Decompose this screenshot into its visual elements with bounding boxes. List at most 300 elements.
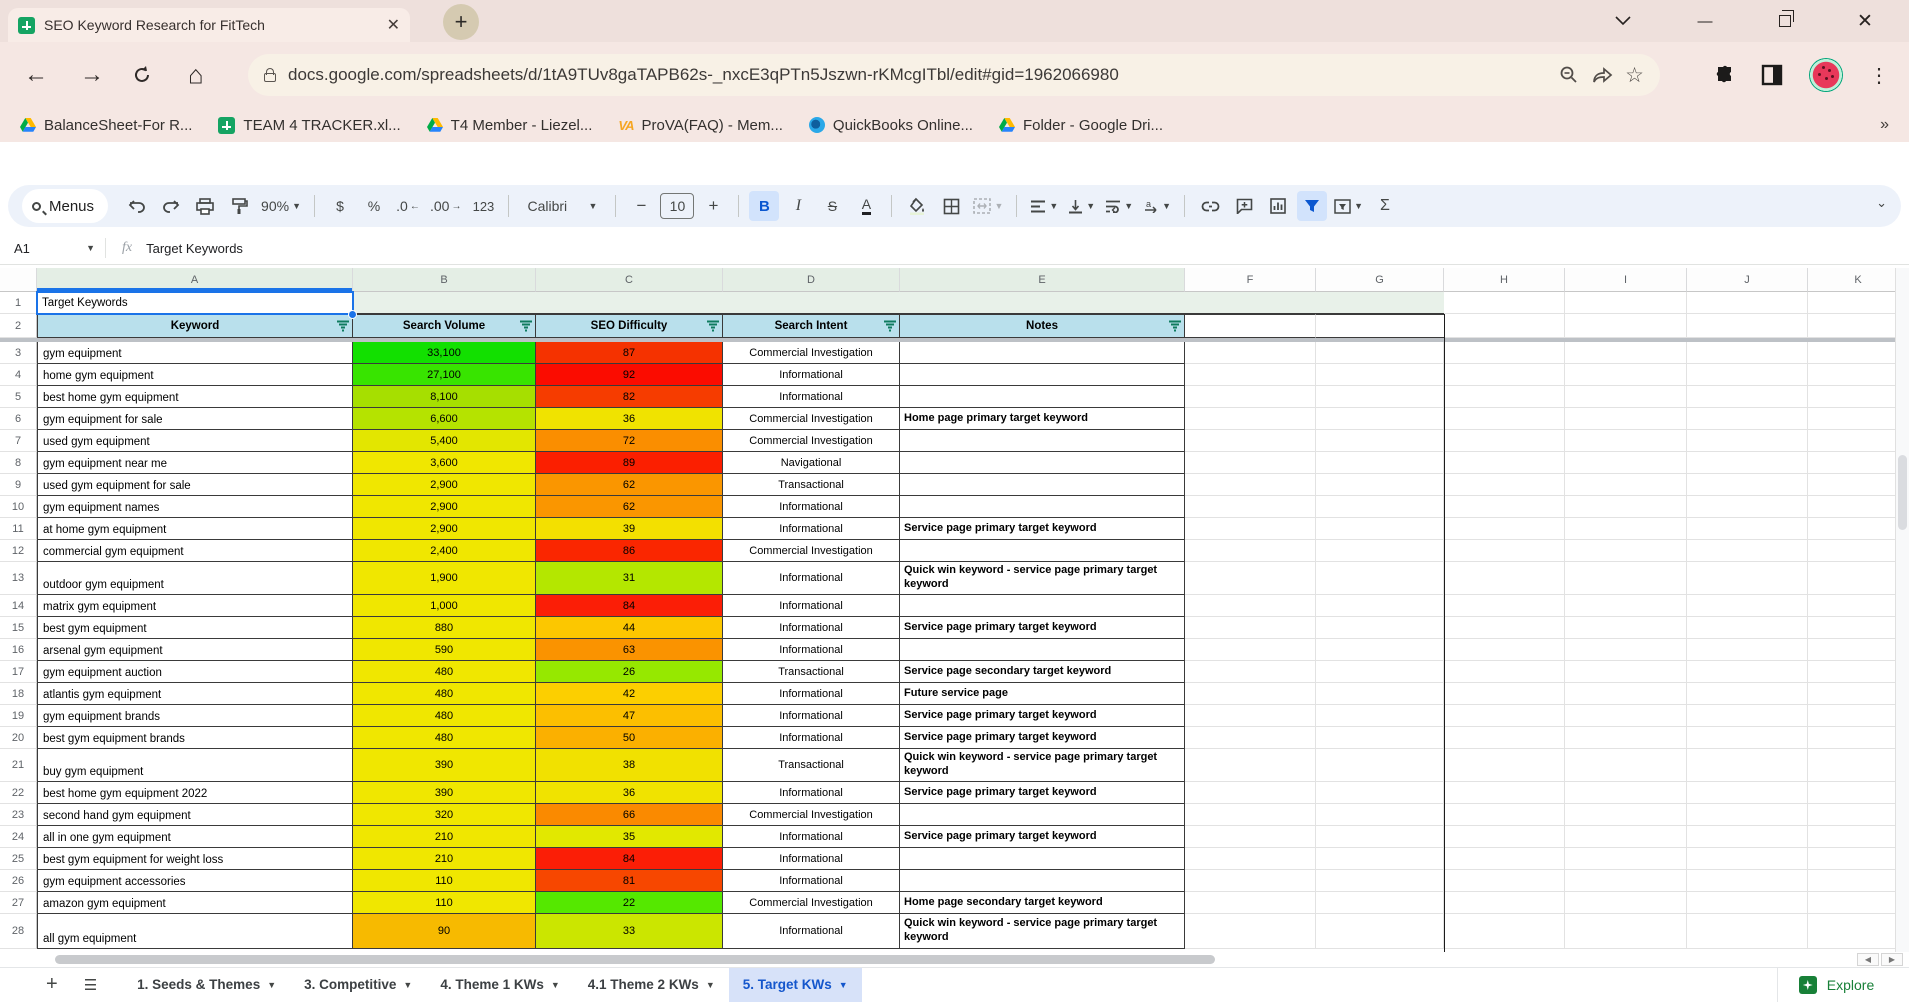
browser-menu-kebab-icon[interactable]: ⋮ [1869,64,1889,87]
empty-cell[interactable] [1185,826,1316,848]
column-header-j[interactable]: J [1687,268,1808,292]
row-header-3[interactable]: 3 [0,342,37,364]
row-header-23[interactable]: 23 [0,804,37,826]
vertical-align-button[interactable]: ▼ [1065,191,1098,221]
empty-cell[interactable] [1687,314,1808,338]
share-icon[interactable] [1591,66,1613,84]
row-header-13[interactable]: 13 [0,562,37,595]
empty-cell[interactable] [1185,870,1316,892]
filter-header-keyword[interactable]: Keyword [37,314,353,338]
empty-cell[interactable] [1808,342,1909,364]
seo-difficulty-cell[interactable]: 62 [536,474,723,496]
empty-cell[interactable] [1185,540,1316,562]
empty-cell[interactable] [1808,408,1909,430]
seo-difficulty-cell[interactable]: 42 [536,683,723,705]
notes-cell[interactable]: Service page primary target keyword [900,617,1185,639]
empty-cell[interactable] [1185,430,1316,452]
empty-cell[interactable] [1316,782,1444,804]
empty-cell[interactable] [1808,292,1909,314]
empty-cell[interactable] [1316,364,1444,386]
row-header-7[interactable]: 7 [0,430,37,452]
seo-difficulty-cell[interactable]: 33 [536,914,723,949]
empty-cell[interactable] [1185,474,1316,496]
search-intent-cell[interactable]: Informational [723,364,900,386]
search-volume-cell[interactable]: 390 [353,782,536,804]
empty-cell[interactable] [1444,617,1565,639]
empty-cell[interactable] [1185,705,1316,727]
empty-cell[interactable] [1316,727,1444,749]
notes-cell[interactable] [900,452,1185,474]
empty-cell[interactable] [1444,892,1565,914]
window-minimize-button[interactable]: — [1697,12,1713,30]
filter-header-seo-difficulty[interactable]: SEO Difficulty [536,314,723,338]
paint-format-button[interactable] [224,191,254,221]
profile-avatar[interactable] [1809,58,1843,92]
format-currency-button[interactable]: $ [336,198,344,214]
empty-cell[interactable] [1316,848,1444,870]
empty-cell[interactable] [1316,617,1444,639]
seo-difficulty-cell[interactable]: 63 [536,639,723,661]
empty-cell[interactable] [1185,496,1316,518]
sheet-tab-menu-chevron-icon[interactable]: ▼ [705,979,715,990]
search-volume-cell[interactable]: 2,900 [353,496,536,518]
notes-cell[interactable]: Service page primary target keyword [900,705,1185,727]
seo-difficulty-cell[interactable]: 47 [536,705,723,727]
seo-difficulty-cell[interactable]: 82 [536,386,723,408]
search-volume-cell[interactable]: 880 [353,617,536,639]
search-intent-cell[interactable]: Informational [723,727,900,749]
font-size-input[interactable]: 10 [660,193,694,219]
empty-cell[interactable] [1316,683,1444,705]
tab-close-icon[interactable]: ✕ [386,17,400,34]
sheet-tab-menu-chevron-icon[interactable]: ▼ [838,979,848,990]
column-header-g[interactable]: G [1316,268,1444,292]
row-header-17[interactable]: 17 [0,661,37,683]
bookmark-item[interactable] [803,114,985,137]
empty-cell[interactable] [1565,661,1687,683]
keyword-cell[interactable]: best gym equipment brands [37,727,353,749]
sheet-tab-menu-chevron-icon[interactable]: ▼ [403,979,413,990]
row-header-8[interactable]: 8 [0,452,37,474]
search-volume-cell[interactable]: 1,000 [353,595,536,617]
search-volume-cell[interactable]: 480 [353,705,536,727]
sheet-tab-1-seeds-themes[interactable] [123,968,290,1002]
column-header-b[interactable]: B [353,268,536,292]
empty-cell[interactable] [1185,595,1316,617]
empty-cell[interactable] [1687,848,1808,870]
empty-cell[interactable] [1444,474,1565,496]
empty-cell[interactable] [1687,474,1808,496]
empty-cell[interactable] [1565,892,1687,914]
empty-cell[interactable] [1444,705,1565,727]
empty-cell[interactable] [1808,617,1909,639]
seo-difficulty-cell[interactable]: 44 [536,617,723,639]
search-volume-cell[interactable]: 110 [353,870,536,892]
empty-cell[interactable] [1808,727,1909,749]
notes-cell[interactable]: Home page primary target keyword [900,408,1185,430]
side-panel-icon[interactable] [1761,64,1783,86]
search-volume-cell[interactable]: 390 [353,749,536,782]
search-intent-cell[interactable]: Commercial Investigation [723,540,900,562]
empty-cell[interactable] [1808,639,1909,661]
empty-cell[interactable] [1316,639,1444,661]
search-volume-cell[interactable]: 3,600 [353,452,536,474]
search-volume-cell[interactable]: 2,900 [353,518,536,540]
empty-cell[interactable] [1808,826,1909,848]
vertical-scrollbar[interactable] [1895,268,1909,953]
bookmark-item[interactable] [212,114,412,137]
empty-cell[interactable] [1565,364,1687,386]
zoom-select[interactable]: 90% ▼ [261,198,301,214]
empty-cell[interactable] [1316,749,1444,782]
row-header-4[interactable]: 4 [0,364,37,386]
empty-cell[interactable] [1565,705,1687,727]
keyword-cell[interactable]: best gym equipment for weight loss [37,848,353,870]
seo-difficulty-cell[interactable]: 62 [536,496,723,518]
empty-cell[interactable] [1444,386,1565,408]
sheet-tab-5-target-kws[interactable] [729,968,862,1002]
column-header-k[interactable]: K [1808,268,1909,292]
menus-button[interactable] [22,189,108,223]
search-intent-cell[interactable]: Informational [723,496,900,518]
vertical-scrollbar-thumb[interactable] [1898,455,1907,530]
row-header-28[interactable]: 28 [0,914,37,949]
bookmark-item[interactable] [612,114,795,137]
keyword-cell[interactable]: all gym equipment [37,914,353,949]
formula-input[interactable]: Target Keywords [146,240,243,256]
empty-cell[interactable] [1687,727,1808,749]
empty-cell[interactable] [1444,639,1565,661]
empty-cell[interactable] [1687,892,1808,914]
empty-cell[interactable] [1565,474,1687,496]
sheet-tab-4-theme-1-kws[interactable] [426,968,573,1002]
empty-cell[interactable] [1565,342,1687,364]
empty-cell[interactable] [1444,782,1565,804]
row-header-22[interactable]: 22 [0,782,37,804]
empty-cell[interactable] [1565,749,1687,782]
empty-cell[interactable] [1565,314,1687,338]
empty-cell[interactable] [1316,518,1444,540]
filter-header-notes[interactable]: Notes [900,314,1185,338]
empty-cell[interactable] [1316,804,1444,826]
empty-cell[interactable] [1808,562,1909,595]
empty-cell[interactable] [1687,292,1808,314]
empty-cell[interactable] [1808,314,1909,338]
window-restore-button[interactable] [1762,0,1808,42]
empty-cell[interactable] [1808,540,1909,562]
empty-cell[interactable] [1565,639,1687,661]
empty-cell[interactable] [1316,705,1444,727]
horizontal-scrollbar[interactable] [0,952,1909,967]
insert-comment-button[interactable] [1229,191,1259,221]
empty-cell[interactable] [1687,661,1808,683]
font-select[interactable]: Calibri ▼ [527,198,598,214]
keyword-cell[interactable]: amazon gym equipment [37,892,353,914]
row-header-19[interactable]: 19 [0,705,37,727]
notes-cell[interactable]: Future service page [900,683,1185,705]
filter-views-button[interactable]: ▼ [1331,191,1366,221]
row-header-2[interactable]: 2 [0,314,37,338]
search-volume-cell[interactable]: 210 [353,826,536,848]
seo-difficulty-cell[interactable]: 36 [536,408,723,430]
all-sheets-button[interactable]: ☰ [83,976,98,994]
column-header-c[interactable]: C [536,268,723,292]
explore-button[interactable] [1777,968,1895,1002]
empty-cell[interactable] [1808,683,1909,705]
empty-cell[interactable] [1687,452,1808,474]
row-header-21[interactable]: 21 [0,749,37,782]
empty-cell[interactable] [1316,870,1444,892]
keyword-cell[interactable]: gym equipment for sale [37,408,353,430]
keyword-cell[interactable]: outdoor gym equipment [37,562,353,595]
row-header-24[interactable]: 24 [0,826,37,848]
empty-cell[interactable] [1316,562,1444,595]
empty-cell[interactable] [1444,749,1565,782]
empty-cell[interactable] [1316,430,1444,452]
notes-cell[interactable] [900,804,1185,826]
column-header-d[interactable]: D [723,268,900,292]
bookmark-item[interactable] [14,114,204,137]
filter-icon[interactable] [519,321,532,332]
keyword-cell[interactable]: all in one gym equipment [37,826,353,848]
search-intent-cell[interactable]: Commercial Investigation [723,342,900,364]
increase-decimal-button[interactable]: .00 → [429,198,462,214]
empty-cell[interactable] [1185,804,1316,826]
search-intent-cell[interactable]: Informational [723,683,900,705]
empty-cell[interactable] [1316,914,1444,949]
search-intent-cell[interactable]: Commercial Investigation [723,892,900,914]
sheet-tab-menu-chevron-icon[interactable]: ▼ [550,979,560,990]
format-percent-button[interactable]: % [367,198,381,214]
keyword-cell[interactable]: gym equipment [37,342,353,364]
column-header-e[interactable]: E [900,268,1185,292]
empty-cell[interactable] [1565,617,1687,639]
empty-cell[interactable] [1565,386,1687,408]
search-volume-cell[interactable]: 6,600 [353,408,536,430]
empty-cell[interactable] [1444,683,1565,705]
empty-cell[interactable] [1444,804,1565,826]
text-wrap-button[interactable]: ▼ [1102,191,1136,221]
search-volume-cell[interactable]: 110 [353,892,536,914]
keyword-cell[interactable]: used gym equipment for sale [37,474,353,496]
increase-font-size-button[interactable]: + [708,196,719,215]
keyword-cell[interactable]: used gym equipment [37,430,353,452]
empty-cell[interactable] [1444,540,1565,562]
empty-cell[interactable] [1565,914,1687,949]
seo-difficulty-cell[interactable]: 86 [536,540,723,562]
notes-cell[interactable] [900,870,1185,892]
keyword-cell[interactable]: arsenal gym equipment [37,639,353,661]
undo-button[interactable] [122,191,152,221]
empty-cell[interactable] [1565,826,1687,848]
search-volume-cell[interactable]: 2,400 [353,540,536,562]
search-intent-cell[interactable]: Commercial Investigation [723,408,900,430]
bookmarks-overflow-chevron-icon[interactable]: » [1880,116,1889,133]
borders-button[interactable] [936,191,966,221]
empty-cell[interactable] [1808,892,1909,914]
empty-cell[interactable] [1687,496,1808,518]
seo-difficulty-cell[interactable]: 22 [536,892,723,914]
empty-cell[interactable] [1808,705,1909,727]
grid-corner-box[interactable] [0,268,37,292]
seo-difficulty-cell[interactable]: 89 [536,452,723,474]
row-header-26[interactable]: 26 [0,870,37,892]
notes-cell[interactable]: Service page secondary target keyword [900,661,1185,683]
zoom-page-icon[interactable] [1559,65,1579,85]
empty-cell[interactable] [1687,386,1808,408]
search-volume-cell[interactable]: 90 [353,914,536,949]
empty-cell[interactable] [1565,540,1687,562]
empty-cell[interactable] [1316,595,1444,617]
empty-cell[interactable] [1444,342,1565,364]
empty-cell[interactable] [1687,914,1808,949]
row-header-1[interactable]: 1 [0,292,37,314]
seo-difficulty-cell[interactable]: 72 [536,430,723,452]
bold-button[interactable]: B [749,191,779,221]
empty-cell[interactable] [1565,848,1687,870]
filter-icon[interactable] [883,321,896,332]
empty-cell[interactable] [1185,749,1316,782]
empty-cell[interactable] [1444,562,1565,595]
empty-cell[interactable] [1565,870,1687,892]
window-close-button[interactable]: ✕ [1857,10,1873,32]
seo-difficulty-cell[interactable]: 39 [536,518,723,540]
empty-cell[interactable] [1316,661,1444,683]
empty-cell[interactable] [1185,639,1316,661]
keyword-cell[interactable]: best home gym equipment 2022 [37,782,353,804]
sheet-tab-menu-chevron-icon[interactable]: ▼ [267,979,277,990]
seo-difficulty-cell[interactable]: 35 [536,826,723,848]
redo-button[interactable] [156,191,186,221]
search-volume-cell[interactable]: 480 [353,683,536,705]
keyword-cell[interactable]: gym equipment names [37,496,353,518]
seo-difficulty-cell[interactable]: 81 [536,870,723,892]
empty-cell[interactable] [1444,848,1565,870]
empty-cell[interactable] [1565,727,1687,749]
empty-cell[interactable] [1444,292,1565,314]
empty-cell[interactable] [1565,452,1687,474]
notes-cell[interactable] [900,342,1185,364]
search-intent-cell[interactable]: Informational [723,870,900,892]
empty-cell[interactable] [1185,562,1316,595]
print-button[interactable] [190,191,220,221]
empty-cell[interactable] [1316,386,1444,408]
empty-cell[interactable] [1808,661,1909,683]
empty-cell[interactable] [1444,661,1565,683]
decrease-decimal-button[interactable]: .0 ← [396,198,420,214]
search-intent-cell[interactable]: Commercial Investigation [723,804,900,826]
empty-cell[interactable] [1444,914,1565,949]
empty-cell[interactable] [1185,452,1316,474]
empty-cell[interactable] [1444,364,1565,386]
scroll-left-arrow[interactable]: ◀ [1857,953,1879,966]
filter-icon[interactable] [706,321,719,332]
seo-difficulty-cell[interactable]: 87 [536,342,723,364]
search-intent-cell[interactable]: Informational [723,386,900,408]
empty-cell[interactable] [1687,540,1808,562]
empty-cell[interactable] [1565,496,1687,518]
functions-button[interactable]: Σ [1380,197,1390,214]
empty-cell[interactable] [1185,683,1316,705]
search-volume-cell[interactable]: 5,400 [353,430,536,452]
empty-cell[interactable] [1185,386,1316,408]
filter-icon[interactable] [1168,321,1181,332]
empty-cell[interactable] [1316,496,1444,518]
empty-cell[interactable] [1185,617,1316,639]
empty-cell[interactable] [1687,617,1808,639]
notes-cell[interactable] [900,364,1185,386]
strikethrough-button[interactable]: S [827,198,838,214]
notes-cell[interactable]: Quick win keyword - service page primary target keyword [900,749,1185,782]
search-volume-cell[interactable]: 480 [353,661,536,683]
notes-cell[interactable] [900,639,1185,661]
row-header-5[interactable]: 5 [0,386,37,408]
search-intent-cell[interactable]: Informational [723,826,900,848]
back-button[interactable]: ← [24,61,48,88]
name-box[interactable] [0,241,105,256]
url-bar[interactable] [248,54,1660,96]
notes-cell[interactable] [900,595,1185,617]
row-header-25[interactable]: 25 [0,848,37,870]
empty-cell[interactable] [1687,705,1808,727]
notes-cell[interactable]: Service page primary target keyword [900,782,1185,804]
notes-cell[interactable]: Quick win keyword - service page primary target keyword [900,562,1185,595]
browser-tab[interactable] [8,8,410,42]
horizontal-scrollbar-thumb[interactable] [55,955,1215,964]
empty-cell[interactable] [1687,562,1808,595]
search-volume-cell[interactable]: 1,900 [353,562,536,595]
filter-icon[interactable] [336,321,349,332]
search-intent-cell[interactable]: Informational [723,595,900,617]
row-header-6[interactable]: 6 [0,408,37,430]
selection-handle-dot[interactable] [348,310,357,319]
notes-cell[interactable] [900,496,1185,518]
search-intent-cell[interactable]: Commercial Investigation [723,430,900,452]
empty-cell[interactable] [1565,683,1687,705]
decrease-font-size-button[interactable]: − [636,196,647,215]
empty-cell[interactable] [1444,826,1565,848]
empty-cell[interactable] [1565,804,1687,826]
empty-cell[interactable] [1444,496,1565,518]
empty-cell[interactable] [1687,639,1808,661]
search-intent-cell[interactable]: Informational [723,705,900,727]
notes-cell[interactable]: Service page primary target keyword [900,826,1185,848]
empty-cell[interactable] [1687,870,1808,892]
empty-cell[interactable] [1808,474,1909,496]
new-tab-button[interactable]: + [443,4,479,40]
notes-cell[interactable]: Quick win keyword - service page primary target keyword [900,914,1185,949]
notes-cell[interactable] [900,430,1185,452]
empty-cell[interactable] [1444,408,1565,430]
seo-difficulty-cell[interactable]: 38 [536,749,723,782]
empty-cell[interactable] [1185,782,1316,804]
empty-cell[interactable] [1808,782,1909,804]
keyword-cell[interactable]: at home gym equipment [37,518,353,540]
empty-cell[interactable] [1444,870,1565,892]
empty-cell[interactable] [1808,364,1909,386]
empty-cell[interactable] [1444,727,1565,749]
empty-cell[interactable] [1687,408,1808,430]
search-volume-cell[interactable]: 2,900 [353,474,536,496]
empty-cell[interactable] [1687,430,1808,452]
search-volume-cell[interactable]: 8,100 [353,386,536,408]
empty-cell[interactable] [1808,496,1909,518]
empty-cell[interactable] [1687,749,1808,782]
search-volume-cell[interactable]: 480 [353,727,536,749]
empty-cell[interactable] [1687,342,1808,364]
search-intent-cell[interactable]: Informational [723,617,900,639]
keyword-cell[interactable]: commercial gym equipment [37,540,353,562]
